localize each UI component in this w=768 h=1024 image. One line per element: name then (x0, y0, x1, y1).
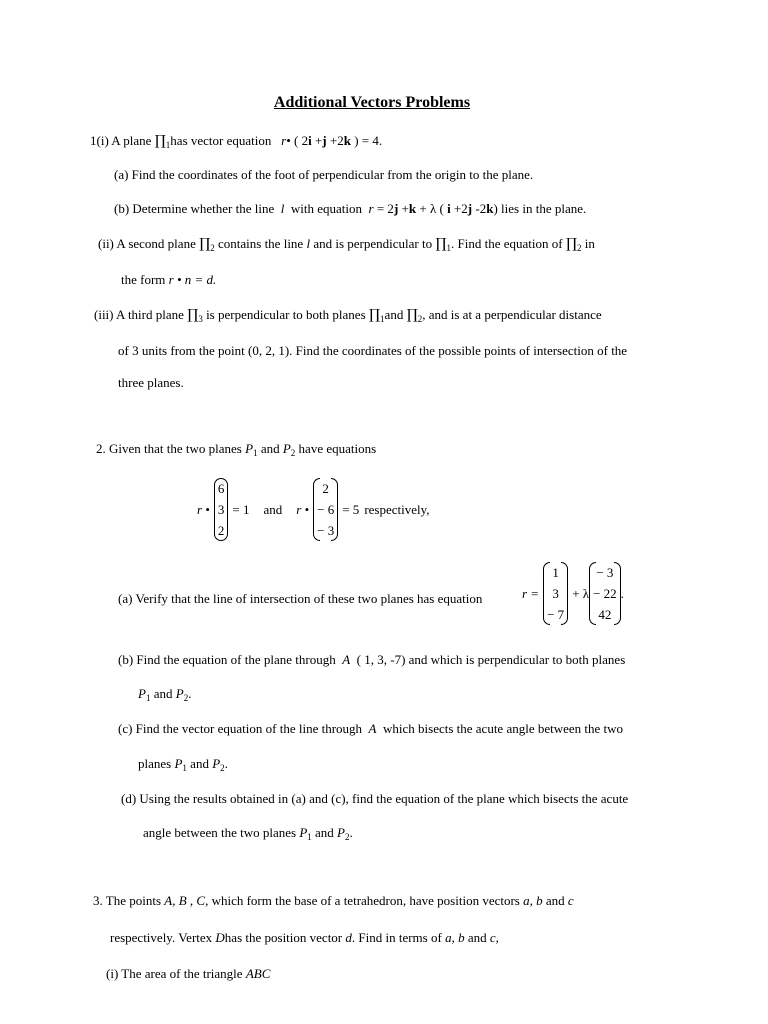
q2-line-equation: r = 1 3 − 7 + λ − 3 − 22 42 . (522, 562, 624, 625)
q1-stem: 1(i) A plane $\prod_1has$ vector equation r• ( 2i +j +2k ) = 4. (90, 133, 383, 150)
q3-part-i: (i) The area of the triangle ABC (106, 966, 271, 981)
q3-stem: 3. The points A, B , C, which form the base of a tetrahedron, have position vectors a, b and c (93, 893, 574, 908)
q2-stem: 2. Given that the two planes $P_1$ and $P_2$ have equations (96, 441, 377, 458)
q1-part-iii-line3: three planes. (118, 375, 184, 390)
q1-part-ii-line2: the form r • n = d. (121, 272, 217, 287)
q2-part-d: (d) Using the results obtained in (a) and (c), find the equation of the plane which bisects the acute (121, 791, 629, 806)
q1-part-iii-line2: of 3 units from the point (0, 2, 1). Find the coordinates of the possible points of intersection of the (118, 343, 628, 358)
page-title: Additional Vectors Problems (273, 94, 471, 111)
q2-matrix-2: 2 − 6 − 3 (313, 478, 338, 541)
q2-matrix-1: 6 3 2 (214, 478, 229, 541)
q3-stem-line2: respectively. Vertex Dhas the position vector d. Find in terms of a, b and c, (110, 930, 499, 945)
q1-part-iii: (iii) A third plane $\prod_3$ is perpendicular to both planes $\prod_1and$ $\prod_2$, and is at a perpendicular distance (94, 307, 602, 324)
q2-part-c-line2: planes $P_1$ and $P_2$. (138, 756, 228, 773)
q1-part-a: (a) Find the coordinates of the foot of perpendicular from the origin to the plane. (114, 167, 534, 182)
q2-part-a: (a) Verify that the line of intersection of these two planes has equation (118, 591, 483, 606)
q1-part-b: (b) Determine whether the line l with equation r = 2j +k + λ ( i +2j -2k) lies in the plane. (114, 201, 587, 216)
q2-part-b-line2: $P_1$ and $P_2$. (138, 686, 192, 703)
q2-part-c: (c) Find the vector equation of the line through A which bisects the acute angle between the two (118, 721, 624, 736)
q2-line-matrix-1: 1 3 − 7 (543, 562, 568, 625)
q2-plane-equations: r • 6 3 2 = 1 and r • 2 − 6 − 3 = 5 respectively, (197, 478, 430, 541)
q2-part-d-line2: angle between the two planes $P_1$ and $P_2$. (143, 825, 353, 842)
q1-part-ii: (ii) A second plane $\prod_2$ contains the line l and is perpendicular to $\prod_1$. Find the equation of $\prod_2$ in (98, 236, 595, 253)
q2-line-matrix-2: − 3 − 22 42 (589, 562, 621, 625)
q2-part-b: (b) Find the equation of the plane through A ( 1, 3, -7) and which is perpendicular to both planes (118, 652, 626, 667)
